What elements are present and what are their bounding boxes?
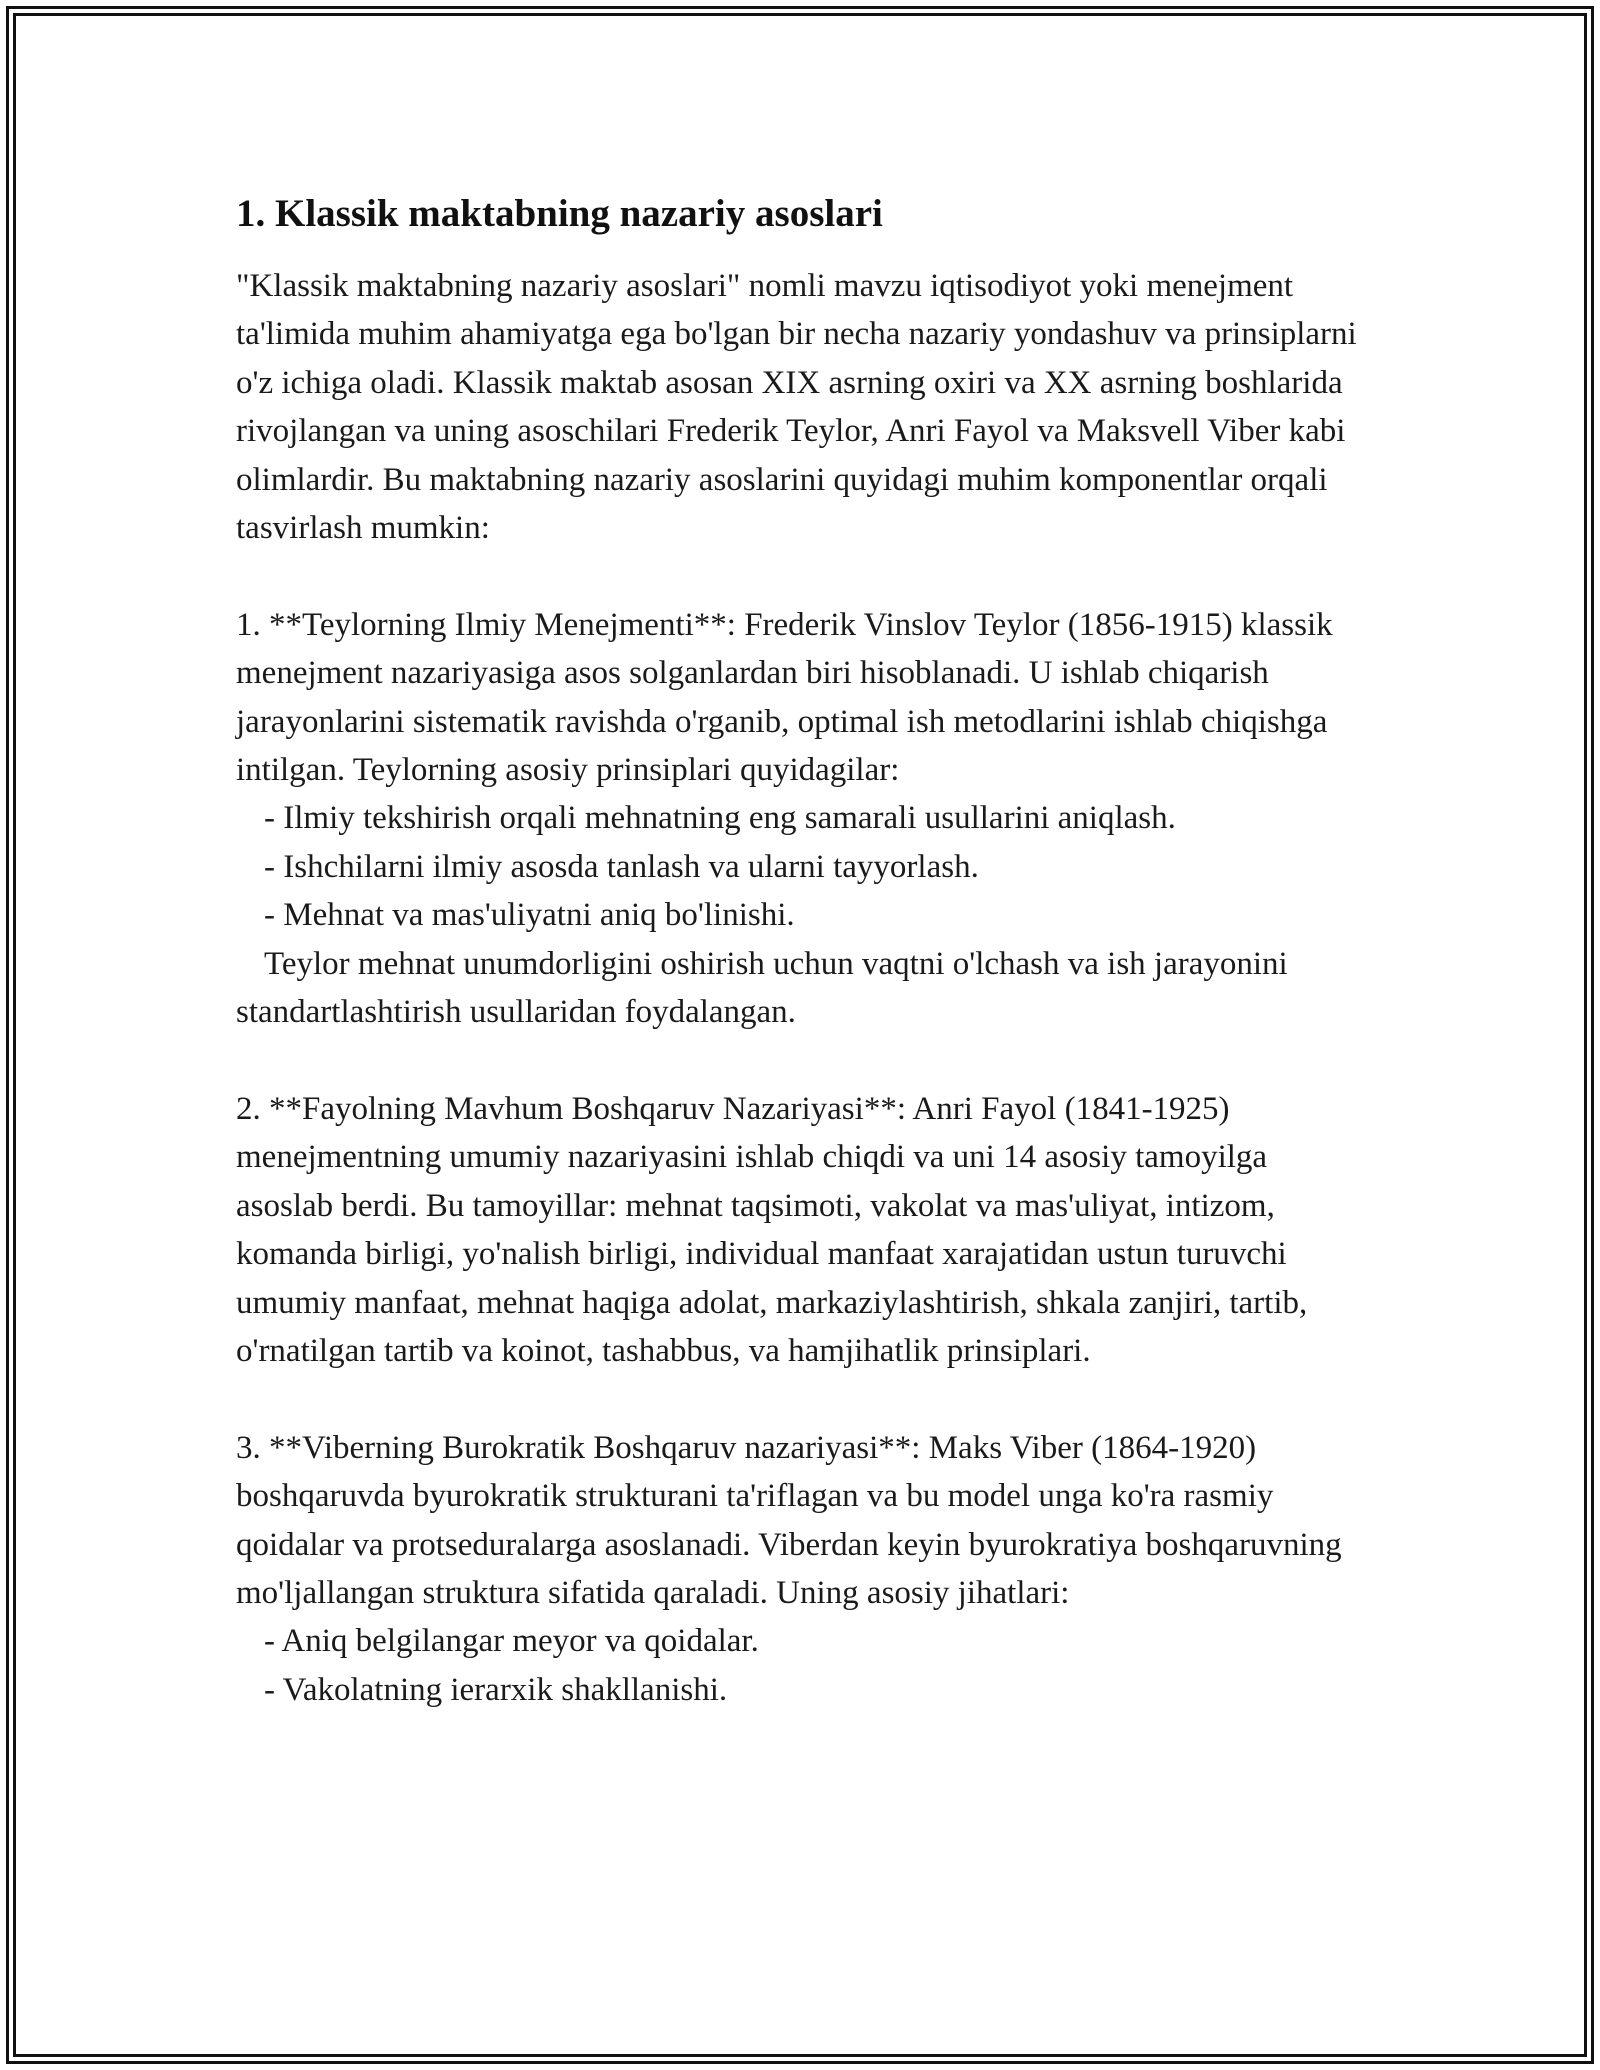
section-1-closing: Teylor mehnat unumdorligini oshirish uchun vaqtni o'lchash va ish jarayonini standartlashtirish usullaridan foydalangan. [236,945,1288,1031]
paragraph-gap [236,552,1366,600]
document-title: 1. Klassik maktabning nazariy asoslari [236,192,883,235]
intro-paragraph: "Klassik maktabning nazariy asoslari" nomli mavzu iqtisodiyot yoki menejment ta'limida muhim ahamiyatga ega bo'lgan bir necha nazariy yondashuv va prinsiplarni o'z ichiga oladi. Klassik maktab asosan XIX asrning oxiri va XX asrning boshlarida rivojlangan va uning asoschilari Frederik Teylor, Anri Fayol va Maksvell Viber kabi olimlardir. Bu maktabning nazariy asoslarini quyidagi muhim komponentlar orqali tasvirlash mumkin: [236,268,1357,547]
section-1-bullet: - Ishchilarni ilmiy asosda tanlash va ularni tayyorlash. [264,848,979,885]
section-3-paragraph: 3. **Viberning Burokratik Boshqaruv nazariyasi**: Maks Viber (1864-1920) boshqaruvda byurokratik strukturani ta'riflagan va bu model unga ko'ra rasmiy qoidalar va protseduralarga asoslanadi. Viberdan keyin byurokratiya boshqaruvning mo'ljallangan struktura sifatida qaraladi. Uning asosiy jihatlari: [236,1429,1342,1611]
section-1-bullet: - Ilmiy tekshirish orqali mehnatning eng samarali usullarini aniqlash. [264,800,1176,837]
section-1-paragraph: 1. **Teylorning Ilmiy Menejmenti**: Frederik Vinslov Teylor (1856-1915) klassik menejment nazariyasiga asos solganlardan biri hisoblanadi. U ishlab chiqarish jarayonlarini sistematik ravishda o'rganib, optimal ish metodlarini ishlab chiqishga intilgan. Teylorning asosiy prinsiplari quyidagilar: [236,606,1333,789]
paragraph-gap [236,1036,1366,1084]
document-page [236,190,1366,1714]
paragraph-gap [236,1375,1366,1423]
section-3-bullet: - Aniq belgilangar meyor va qoidalar. [264,1623,759,1660]
section-1-bullet: - Mehnat va mas'uliyatni aniq bo'linishi. [264,897,795,934]
section-2-paragraph: 2. **Fayolning Mavhum Boshqaruv Nazariyasi**: Anri Fayol (1841-1925) menejmentning umumiy nazariyasini ishlab chiqdi va uni 14 asosiy tamoyilga asoslab berdi. Bu tamoyillar: mehnat taqsimoti, vakolat va mas'uliyat, intizom, komanda birligi, yo'nalish birligi, individual manfaat xarajatidan ustun turuvchi umumiy manfaat, mehnat haqiga adolat, markaziylashtirish, shkala zanjiri, tartib, o'rnatilgan tartib va koinot, tashabbus, va hamjihatlik prinsiplari. [236,1090,1308,1369]
section-3-bullet: - Vakolatning ierarxik shakllanishi. [264,1671,728,1708]
